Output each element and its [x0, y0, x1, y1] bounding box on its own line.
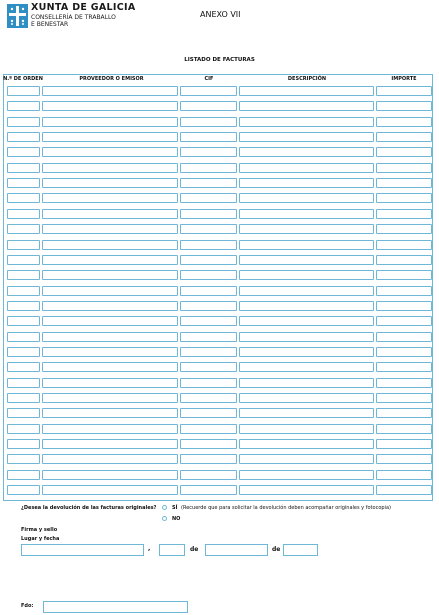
brand-department-line-2: E BENESTAR [31, 21, 69, 28]
amount-cell[interactable] [376, 270, 432, 280]
amount-cell[interactable] [376, 408, 432, 418]
brand-name: XUNTA DE GALICIA [31, 2, 136, 13]
cif-cell[interactable] [180, 255, 237, 265]
provider-cell[interactable] [42, 255, 178, 265]
amount-cell[interactable] [376, 178, 432, 188]
description-cell[interactable] [239, 178, 374, 188]
provider-cell[interactable] [42, 439, 178, 449]
amount-cell[interactable] [376, 470, 432, 480]
column-header-amount: IMPORTE [391, 76, 417, 82]
description-cell[interactable] [239, 408, 374, 418]
provider-cell[interactable] [42, 193, 178, 203]
order-number-cell[interactable] [7, 347, 40, 357]
order-number-cell[interactable] [7, 86, 40, 96]
provider-cell[interactable] [42, 454, 178, 464]
provider-cell[interactable] [42, 224, 178, 234]
order-number-cell[interactable] [7, 178, 40, 188]
cif-cell[interactable] [180, 193, 237, 203]
comma-separator: , [148, 545, 151, 552]
cif-cell[interactable] [180, 424, 237, 434]
amount-cell[interactable] [376, 240, 432, 250]
brand-department [31, 14, 116, 28]
place-date-label: Lugar y fecha [21, 536, 60, 542]
amount-cell[interactable] [376, 301, 432, 311]
description-cell[interactable] [239, 470, 374, 480]
month-input[interactable] [205, 544, 268, 556]
order-number-cell[interactable] [7, 193, 40, 203]
provider-cell[interactable] [42, 132, 178, 142]
provider-cell[interactable] [42, 362, 178, 372]
cif-cell[interactable] [180, 485, 237, 495]
description-cell[interactable] [239, 439, 374, 449]
order-number-cell[interactable] [7, 408, 40, 418]
provider-cell[interactable] [42, 393, 178, 403]
order-number-cell[interactable] [7, 286, 40, 296]
amount-cell[interactable] [376, 378, 432, 388]
provider-cell[interactable] [42, 424, 178, 434]
description-cell[interactable] [239, 286, 374, 296]
order-number-cell[interactable] [7, 485, 40, 495]
radio-no-label: NO [172, 516, 181, 522]
provider-cell[interactable] [42, 301, 178, 311]
cif-cell[interactable] [180, 178, 237, 188]
date-separator-1: de [190, 546, 199, 553]
return-invoices-question: ¿Desea la devolución de las facturas originales? [21, 505, 157, 511]
cif-cell[interactable] [180, 316, 237, 326]
cif-cell[interactable] [180, 347, 237, 357]
provider-cell[interactable] [42, 209, 178, 219]
provider-cell[interactable] [42, 485, 178, 495]
amount-cell[interactable] [376, 485, 432, 495]
amount-cell[interactable] [376, 209, 432, 219]
cif-cell[interactable] [180, 439, 237, 449]
cif-cell[interactable] [180, 224, 237, 234]
description-cell[interactable] [239, 393, 374, 403]
column-header-order-number: N.º DE ORDEN [3, 76, 43, 82]
cif-cell[interactable] [180, 240, 237, 250]
brand-department-line-1: CONSELLERÍA DE TRABALLO [31, 14, 116, 21]
order-number-cell[interactable] [7, 362, 40, 372]
cif-cell[interactable] [180, 332, 237, 342]
provider-cell[interactable] [42, 408, 178, 418]
provider-cell[interactable] [42, 240, 178, 250]
galicia-cross-icon [7, 4, 28, 28]
provider-cell[interactable] [42, 270, 178, 280]
amount-cell[interactable] [376, 424, 432, 434]
order-number-cell[interactable] [7, 301, 40, 311]
cif-cell[interactable] [180, 378, 237, 388]
column-header-provider: PROVEEDOR O EMISOR [79, 76, 144, 82]
provider-cell[interactable] [42, 286, 178, 296]
order-number-cell[interactable] [7, 132, 40, 142]
description-cell[interactable] [239, 163, 374, 173]
description-cell[interactable] [239, 224, 374, 234]
column-header-cif: CIF [204, 76, 214, 82]
order-number-cell[interactable] [7, 424, 40, 434]
amount-cell[interactable] [376, 163, 432, 173]
amount-cell[interactable] [376, 86, 432, 96]
signed-by-input[interactable] [43, 601, 188, 613]
amount-cell[interactable] [376, 454, 432, 464]
cif-cell[interactable] [180, 270, 237, 280]
year-input[interactable] [283, 544, 318, 556]
provider-cell[interactable] [42, 470, 178, 480]
order-number-cell[interactable] [7, 163, 40, 173]
annex-label: ANEXO VII [200, 10, 241, 19]
description-cell[interactable] [239, 209, 374, 219]
cif-cell[interactable] [180, 101, 237, 111]
cif-cell[interactable] [180, 117, 237, 127]
cif-cell[interactable] [180, 209, 237, 219]
order-number-cell[interactable] [7, 378, 40, 388]
invoice-table-header [3, 74, 433, 84]
order-number-cell[interactable] [7, 240, 40, 250]
cif-cell[interactable] [180, 86, 237, 96]
provider-cell[interactable] [42, 378, 178, 388]
description-cell[interactable] [239, 332, 374, 342]
radio-no[interactable] [162, 516, 167, 521]
amount-cell[interactable] [376, 147, 432, 157]
description-cell[interactable] [239, 270, 374, 280]
description-cell[interactable] [239, 132, 374, 142]
order-number-cell[interactable] [7, 255, 40, 265]
cif-cell[interactable] [180, 470, 237, 480]
description-cell[interactable] [239, 147, 374, 157]
description-cell[interactable] [239, 101, 374, 111]
description-cell[interactable] [239, 86, 374, 96]
day-input[interactable] [159, 544, 185, 556]
description-cell[interactable] [239, 424, 374, 434]
column-header-description: DESCRIPCIÓN [287, 76, 327, 82]
cif-cell[interactable] [180, 408, 237, 418]
order-number-cell[interactable] [7, 224, 40, 234]
description-cell[interactable] [239, 454, 374, 464]
description-cell[interactable] [239, 240, 374, 250]
page-title: LISTADO DE FACTURAS [184, 57, 255, 63]
order-number-cell[interactable] [7, 454, 40, 464]
provider-cell[interactable] [42, 178, 178, 188]
radio-yes-note: (Recuerde que para solicitar la devolución deben acompañar originales y fotocopia) [181, 505, 391, 511]
amount-cell[interactable] [376, 439, 432, 449]
order-number-cell[interactable] [7, 117, 40, 127]
amount-cell[interactable] [376, 117, 432, 127]
amount-cell[interactable] [376, 362, 432, 372]
cif-cell[interactable] [180, 454, 237, 464]
description-cell[interactable] [239, 347, 374, 357]
order-number-cell[interactable] [7, 439, 40, 449]
provider-cell[interactable] [42, 347, 178, 357]
cif-cell[interactable] [180, 163, 237, 173]
order-number-cell[interactable] [7, 101, 40, 111]
cif-cell[interactable] [180, 286, 237, 296]
order-number-cell[interactable] [7, 332, 40, 342]
amount-cell[interactable] [376, 347, 432, 357]
order-number-cell[interactable] [7, 147, 40, 157]
date-separator-2: de [272, 546, 281, 553]
amount-cell[interactable] [376, 286, 432, 296]
provider-cell[interactable] [42, 163, 178, 173]
description-cell[interactable] [239, 301, 374, 311]
amount-cell[interactable] [376, 132, 432, 142]
signed-by-label: Fdo: [21, 603, 34, 609]
place-input[interactable] [21, 544, 144, 556]
description-cell[interactable] [239, 485, 374, 495]
radio-yes-label: SÍ [172, 505, 178, 511]
amount-cell[interactable] [376, 224, 432, 234]
provider-cell[interactable] [42, 117, 178, 127]
amount-cell[interactable] [376, 193, 432, 203]
description-cell[interactable] [239, 362, 374, 372]
order-number-cell[interactable] [7, 270, 40, 280]
amount-cell[interactable] [376, 316, 432, 326]
amount-cell[interactable] [376, 255, 432, 265]
provider-cell[interactable] [42, 101, 178, 111]
order-number-cell[interactable] [7, 393, 40, 403]
amount-cell[interactable] [376, 101, 432, 111]
cif-cell[interactable] [180, 147, 237, 157]
description-cell[interactable] [239, 193, 374, 203]
description-cell[interactable] [239, 117, 374, 127]
cif-cell[interactable] [180, 362, 237, 372]
order-number-cell[interactable] [7, 470, 40, 480]
provider-cell[interactable] [42, 332, 178, 342]
signature-label: Firma y sello [21, 527, 58, 533]
cif-cell[interactable] [180, 393, 237, 403]
cif-cell[interactable] [180, 301, 237, 311]
description-cell[interactable] [239, 316, 374, 326]
radio-yes[interactable] [162, 505, 167, 510]
cif-cell[interactable] [180, 132, 237, 142]
description-cell[interactable] [239, 378, 374, 388]
provider-cell[interactable] [42, 316, 178, 326]
amount-cell[interactable] [376, 393, 432, 403]
order-number-cell[interactable] [7, 209, 40, 219]
provider-cell[interactable] [42, 86, 178, 96]
provider-cell[interactable] [42, 147, 178, 157]
amount-cell[interactable] [376, 332, 432, 342]
order-number-cell[interactable] [7, 316, 40, 326]
description-cell[interactable] [239, 255, 374, 265]
